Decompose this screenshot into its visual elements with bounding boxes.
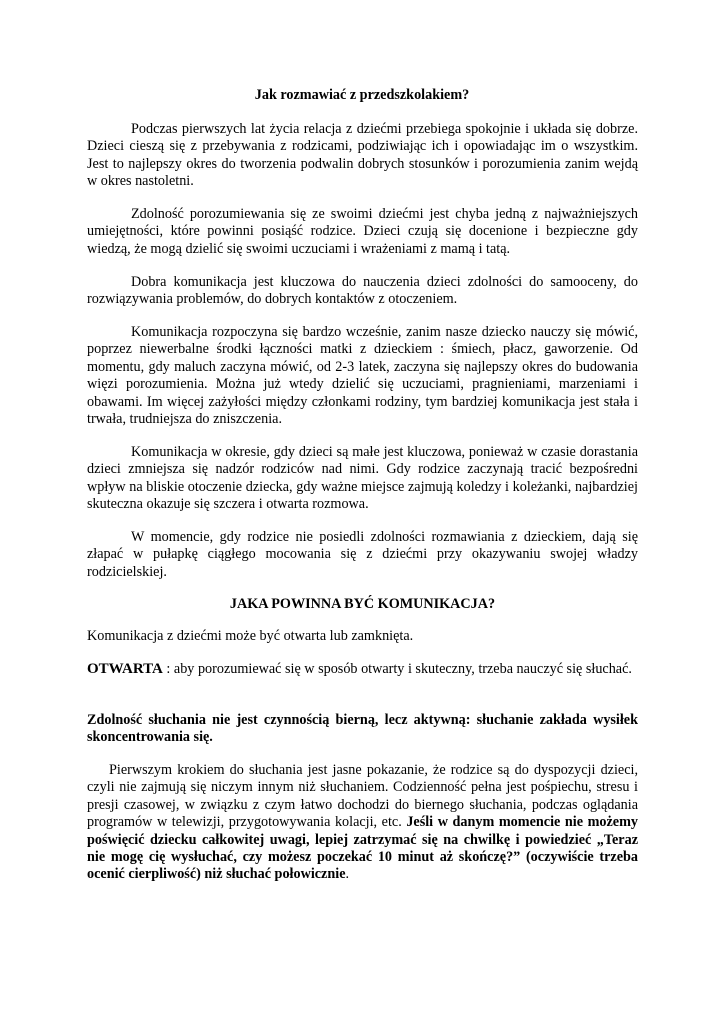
- paragraph-10-text: Pierwszym krokiem do słuchania jest jasne pokazanie, że rodzice są do dyspozycji dzieci, czyli nie zajmują się niczym innym niż słuchaniem. Codzienność pełna jest pośpiechu, stresu i presji czasowej, w związku z czym łatwo dochodzi do biernego słuchania, podczas oglądania programów w telewizji, przygotowywania kolacji, etc.: [87, 762, 638, 831]
- paragraph-4: Komunikacja rozpoczyna się bardzo wcześnie, zanim nasze dziecko nauczy się mówić, poprzez niewerbalne środki łączności matki z dzieckiem : śmiech, płacz, gaworzenie. Od momentu, gdy maluch zaczyna mówić, od 2-3 latek, zaczyna się najlepszy okres do budowania więzi porozumienia. Można już wtedy dzielić się uczuciami, pragnieniami, marzeniami i obawami. Im więcej zażyłości między członkami rodziny, tym bardziej komunikacja jest stała i trwała, trudniejsza do zniszczenia.: [87, 324, 638, 428]
- paragraph-1: Podczas pierwszych lat życia relacja z dziećmi przebiega spokojnie i układa się dobrze. Dzieci cieszą się z przebywania z rodzicami, podziwiając ich i opowiadając im o wszystkim. Jest to najlepszy okres do tworzenia podwalin dobrych stosunków i porozumienia zanim wejdą w okres nastoletni.: [87, 121, 638, 190]
- paragraph-7: Komunikacja z dziećmi może być otwarta lub zamknięta.: [87, 628, 414, 644]
- paragraph-10-bold: Jeśli w danym momencie nie możemy poświęcić dziecku całkowitej uwagi, lepiej zatrzymać się na chwilkę i powiedzieć „Teraz nie mogę cię wysłuchać, czy możesz poczekać 10 minut aż skończę?” (oczywiście trzeba ocenić cierpliwość) niż słuchać połowicznie: [87, 814, 638, 883]
- paragraph-10-end: .: [345, 866, 350, 883]
- section-heading: JAKA POWINNA BYĆ KOMUNIKACJA?: [229, 596, 496, 612]
- paragraph-5: Komunikacja w okresie, gdy dzieci są małe jest kluczowa, ponieważ w czasie dorastania dzieci zmniejsza się nadzór rodziców nad nimi. Gdy rodzice zaczynają tracić bezpośredni wpływ na bliskie otoczenie dziecka, gdy ważne miejsce zajmują koledzy i koleżanki, najbardziej skuteczna okazuje się szczera i otwarta rozmowa.: [87, 444, 638, 513]
- paragraph-8: [87, 661, 638, 678]
- term-otwarta: OTWARTA: [87, 661, 163, 677]
- paragraph-10: [87, 762, 638, 884]
- paragraph-6: W momencie, gdy rodzice nie posiedli zdolności rozmawiania z dzieckiem, dają się złapać w pułapkę ciągłego mocowania się z dziećmi przy okazywaniu swojej władzy rodzicielskiej.: [87, 529, 638, 580]
- paragraph-2: Zdolność porozumiewania się ze swoimi dziećmi jest chyba jedną z najważniejszych umiejętności, które powinni posiąść rodzice. Dzieci czują się docenione i bezpieczne gdy wiedzą, że mogą dzielić się swoimi uczuciami i wrażeniami z mamą i tatą.: [87, 206, 638, 257]
- paragraph-9: Zdolność słuchania nie jest czynnością bierną, lecz aktywną: słuchanie zakłada wysiłek skoncentrowania się.: [87, 712, 638, 746]
- paragraph-3: Dobra komunikacja jest kluczowa do nauczenia dzieci zdolności do samooceny, do rozwiązywania problemów, do dobrych kontaktów z otoczeniem.: [87, 274, 638, 308]
- document-title: Jak rozmawiać z przedszkolakiem?: [254, 87, 470, 103]
- paragraph-8-text: : aby porozumiewać się w sposób otwarty i skuteczny, trzeba nauczyć się słuchać.: [162, 661, 632, 677]
